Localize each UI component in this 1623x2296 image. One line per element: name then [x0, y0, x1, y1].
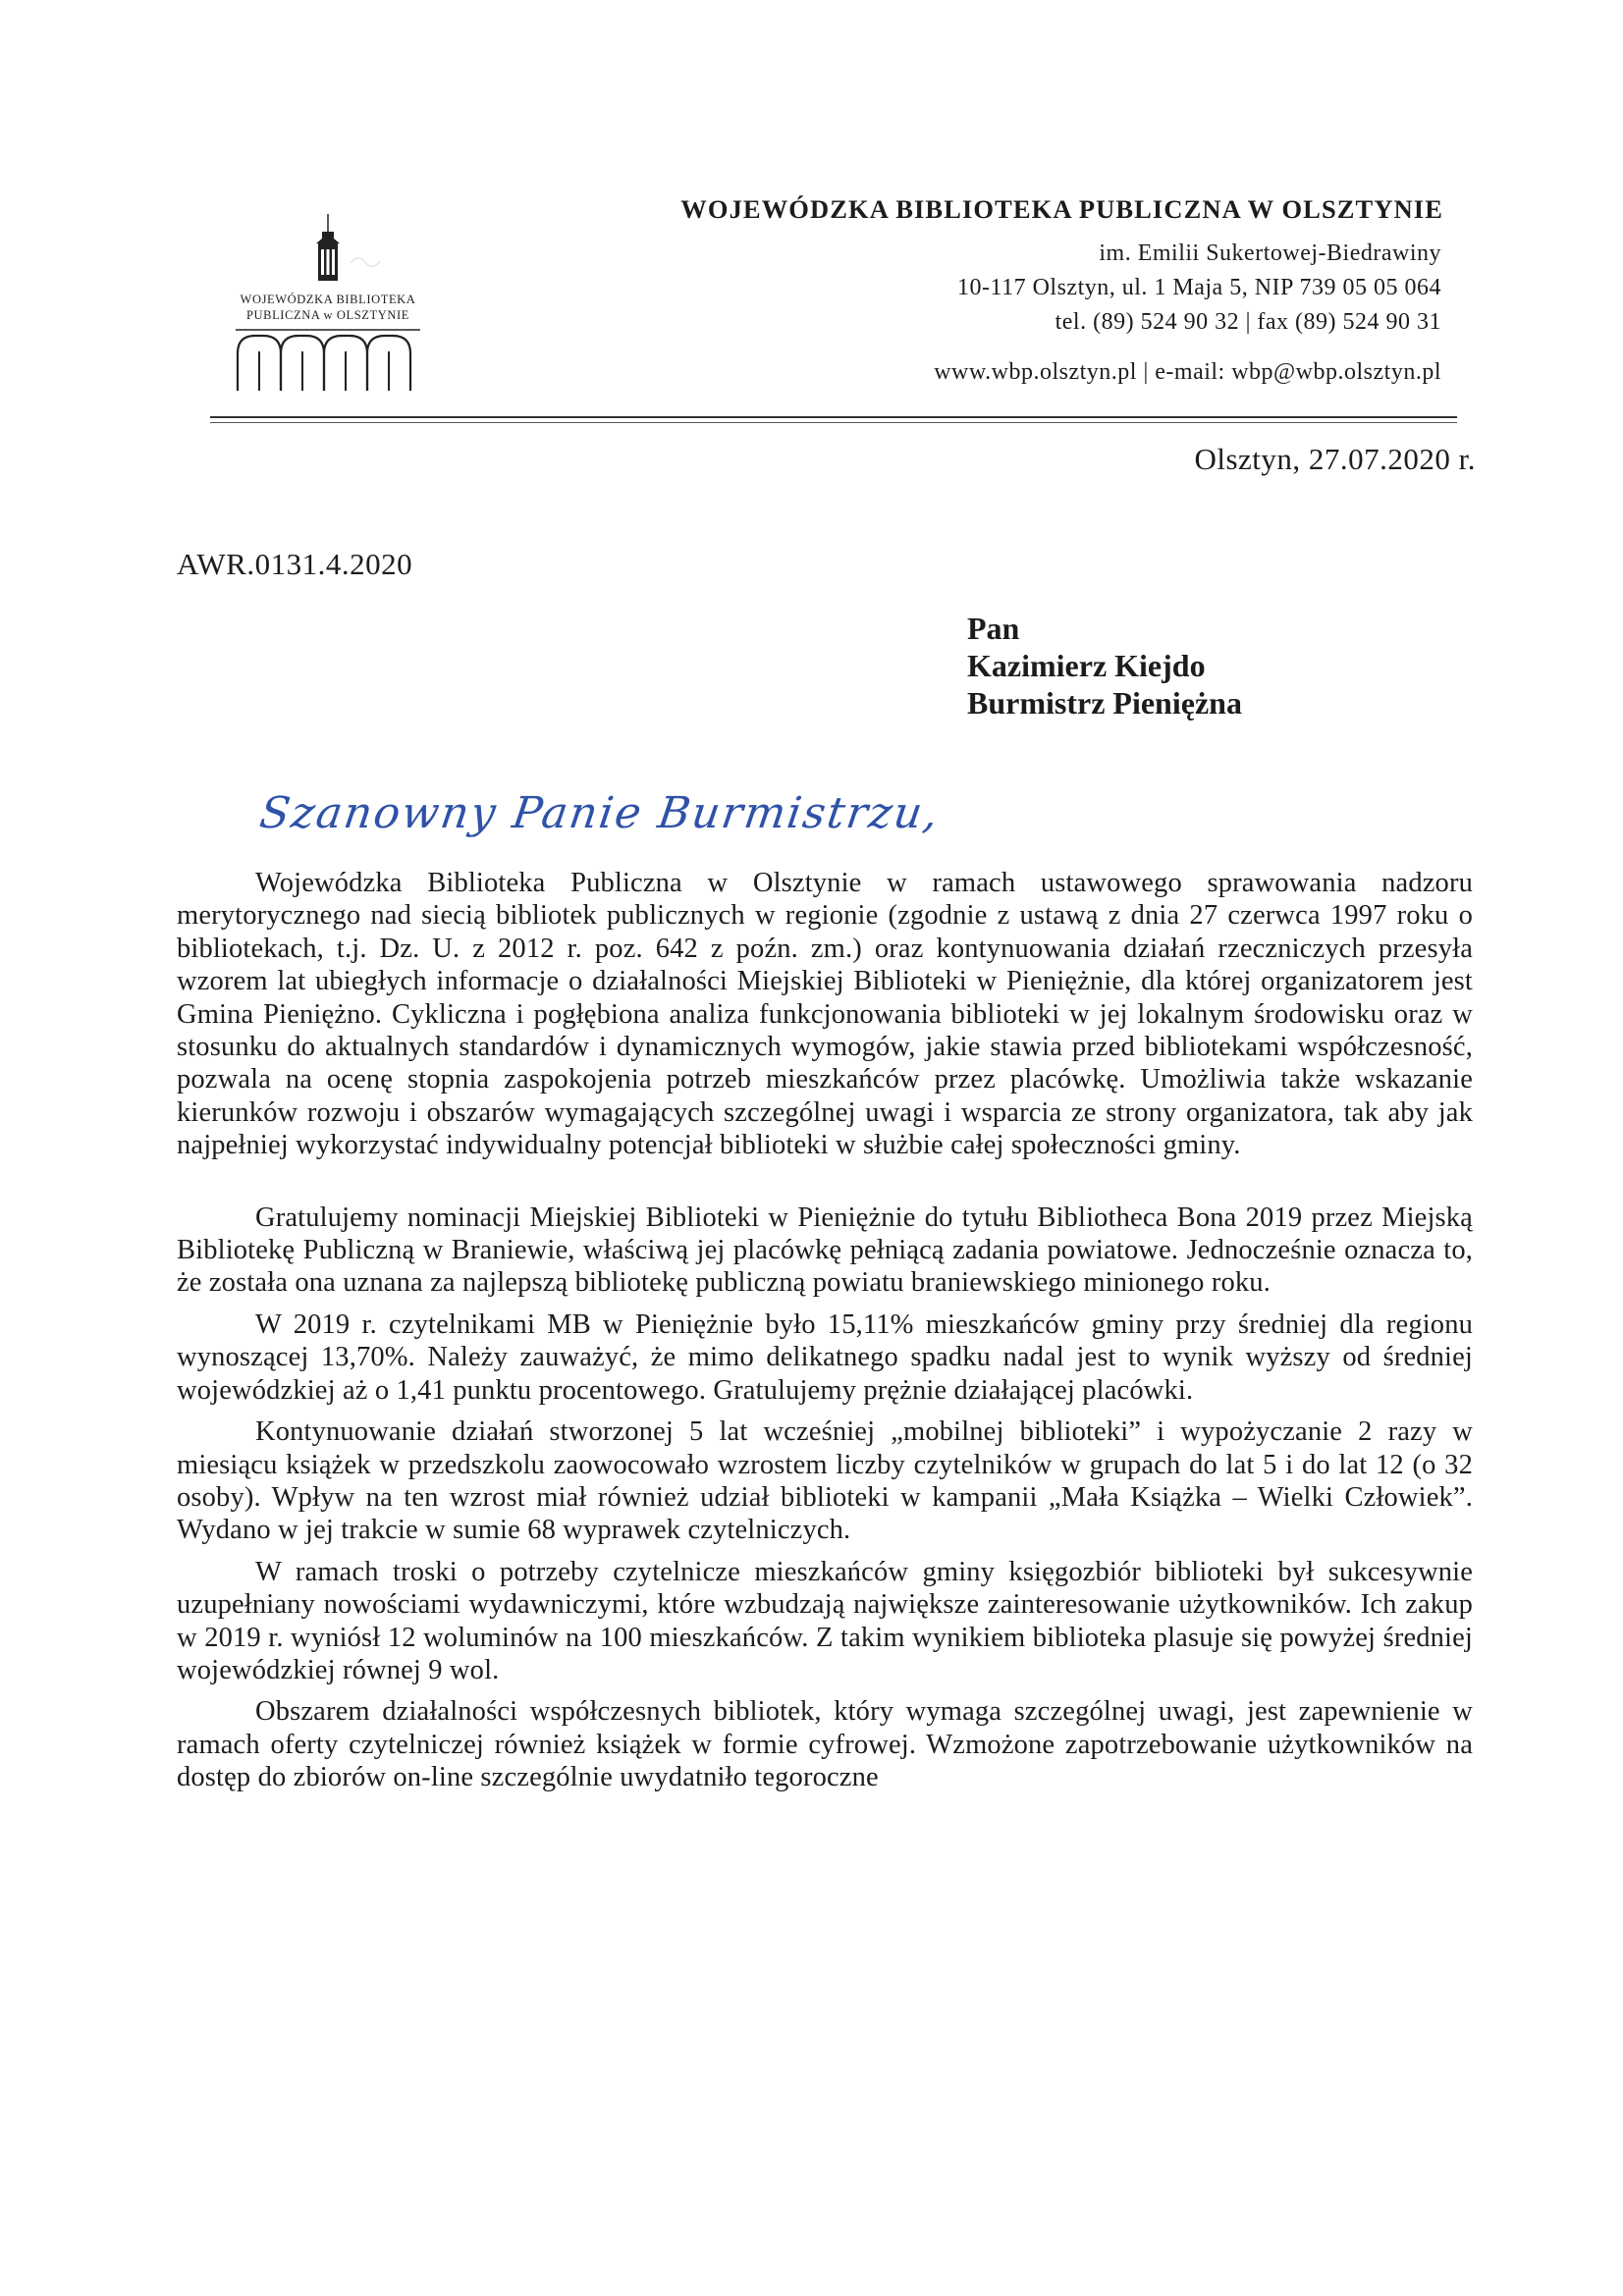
logo-text-line2: PUBLICZNA w OLSZTYNIE — [245, 308, 410, 322]
body-paragraph: Kontynuowanie działań stworzonej 5 lat wcześniej „mobilnej biblioteki” i wypożyczanie 2 razy w miesiącu książek w przedszkolu zaowocowało wzrostem liczby czytelników w grupach do lat 5 i do lat 12 (o 32 osoby). Wpływ na ten wzrost miał również udział biblioteki w kampanii „Mała Książka – Wielki Człowiek”. Wydano w jej trakcie w sumie 68 wyprawek czytelniczych. — [177, 1416, 1473, 1546]
addressee-title: Pan — [967, 611, 1020, 646]
body-paragraph: W 2019 r. czytelnikami MB w Pieniężnie było 15,11% mieszkańców gminy przy średniej dla regionu wynoszącej 13,70%. Należy zauważyć, że mimo delikatnego spadku nadal jest to wynik wyższy od średniej wojewódzkiej aż o 1,41 punktu procentowego. Gratulujemy prężnie działającej placówki. — [177, 1308, 1473, 1406]
body-paragraph: Obszarem działalności współczesnych bibliotek, który wymaga szczególnej uwagi, jest zapewnienie w ramach oferty czytelniczej również książek w formie cyfrowej. Wzmożone zapotrzebowanie użytkowników na dostęp do zbiorów on-line szczególnie uwydatniło tegoroczne — [177, 1696, 1473, 1793]
letter-date: Olsztyn, 27.07.2020 r. — [1194, 442, 1476, 476]
body-paragraph: Gratulujemy nominacji Miejskiej Biblioteki w Pieniężnie do tytułu Bibliotheca Bona 2019 przez Miejską Bibliotekę Publiczną w Braniewie, właściwą jej placówkę pełniącą zadania powiatowe. Jednocześnie oznacza to, że została ona uznana za najlepszą bibliotekę publiczną powiatu braniewskiego minionego roku. — [177, 1201, 1473, 1299]
organization-name: WOJEWÓDZKA BIBLIOTEKA PUBLICZNA W OLSZTYNIE — [680, 194, 1443, 224]
organization-phone: tel. (89) 524 90 32 | fax (89) 524 90 31 — [1055, 309, 1441, 335]
reference-number: AWR.0131.4.2020 — [177, 547, 413, 581]
organization-patron: im. Emilii Sukertowej-Biedrawiny — [1099, 240, 1441, 266]
library-logo — [228, 204, 428, 400]
organization-address: 10-117 Olsztyn, ul. 1 Maja 5, NIP 739 05 05 064 — [956, 275, 1441, 300]
letter-body — [177, 867, 1473, 1794]
header-divider — [210, 416, 1457, 418]
addressee-name: Kazimierz Kiejdo — [967, 648, 1206, 683]
organization-web: www.wbp.olsztyn.pl | e-mail: wbp@wbp.olsztyn.pl — [934, 359, 1441, 385]
body-paragraph: W ramach troski o potrzeby czytelnicze mieszkańców gminy księgozbiór biblioteki był sukcesywnie uzupełniany nowościami wydawniczymi, które wzbudzają największe zainteresowanie użytkowników. Ich zakup w 2019 r. wyniósł 12 woluminów na 100 mieszkańców. Z takim wynikiem biblioteka plasuje się powyżej średniej wojewódzkiej równej 9 wol. — [177, 1556, 1473, 1685]
addressee-position: Burmistrz Pieniężna — [967, 685, 1242, 721]
header-divider-thin — [210, 422, 1457, 423]
body-paragraph: Wojewódzka Biblioteka Publiczna w Olsztynie w ramach ustawowego sprawowania nadzoru merytorycznego nad siecią bibliotek publicznych w regionie (zgodnie z ustawą z dnia 27 czerwca 1997 roku o bibliotekach, t.j. Dz. U. z 2012 r. poz. 642 z poźn. zm.) oraz kontynuowania działań rzeczniczych przesyła wzorem lat ubiegłych informacje o działalności Miejskiej Biblioteki w Pieniężnie, dla której organizatorem jest Gmina Pieniężno. Cykliczna i pogłębiona analiza funkcjonowania biblioteki w jej lokalnym środowisku oraz w stosunku do aktualnych standardów i dynamicznych wymogów, jakie stawia przed bibliotekami współczesność, pozwala na ocenę stopnia zaspokojenia potrzeb mieszkańców przez placówkę. Umożliwia także wskazanie kierunków rozwoju i obszarów wymagających szczególnej uwagi i wsparcia ze strony organizatora, tak aby jak najpełniej wykorzystać indywidualny potencjał biblioteki w służbie całej społeczności gminy. — [177, 868, 1473, 1161]
logo-text-line1: WOJEWÓDZKA BIBLIOTEKA — [240, 293, 416, 306]
handwritten-salutation: Szanowny Panie Burmistrzu, — [256, 788, 944, 838]
